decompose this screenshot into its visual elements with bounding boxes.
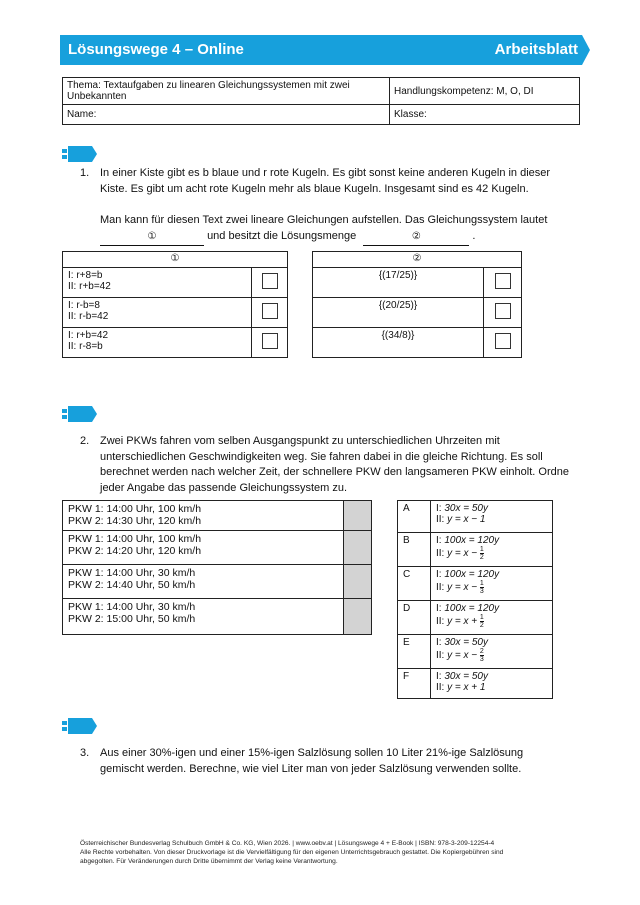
fraction-num: 1 (479, 580, 484, 587)
blank-1[interactable]: ① (100, 229, 204, 246)
fraction-den: 3 (479, 656, 484, 663)
name-label: Name: (67, 109, 97, 120)
label-i: I: (436, 535, 442, 546)
label-i: I: (436, 671, 442, 682)
thema-text: Textaufgaben zu linearen Gleichungssystemen mit zwei Unbekannten (67, 80, 350, 102)
equation-cell (431, 501, 553, 533)
fraction (480, 614, 484, 629)
table2-header: ② (313, 252, 522, 268)
eq-i: 30x = 50y (444, 671, 488, 682)
eq-ii: y = x + 1 (447, 682, 486, 693)
eq-i: 30x = 50y (444, 503, 488, 514)
fraction-den: 3 (479, 588, 484, 595)
table1-header: ① (63, 252, 288, 268)
klasse-label: Klasse: (394, 109, 427, 120)
pkw-line: PKW 2: 14:40 Uhr, 50 km/h (68, 579, 196, 591)
letter: F (398, 669, 431, 699)
eq-ii: y = x − (447, 548, 478, 560)
eq-i: 100x = 120y (444, 603, 500, 614)
task1-period: . (472, 230, 476, 242)
fraction-num: 1 (479, 546, 484, 553)
label-i: I: (436, 603, 442, 614)
task-marker (62, 146, 96, 162)
klasse-field[interactable] (390, 105, 580, 125)
option-line: II: r+b=42 (68, 281, 111, 292)
checkbox[interactable] (495, 273, 511, 289)
fraction (480, 580, 484, 595)
letter: A (398, 501, 431, 533)
option-line: II: r-b=42 (68, 311, 109, 322)
option-line: I: r+b=42 (68, 330, 109, 341)
letter: E (398, 635, 431, 669)
equation-cell (431, 601, 553, 635)
checkbox[interactable] (262, 333, 278, 349)
fraction-num: 1 (479, 614, 484, 621)
letter: B (398, 533, 431, 567)
pkw-line: PKW 2: 14:30 Uhr, 120 km/h (68, 515, 202, 527)
header-arrow (582, 35, 590, 65)
equation-cell (431, 635, 553, 669)
equation-cell (431, 567, 553, 601)
pkw-row (63, 599, 344, 635)
equation-table (397, 500, 553, 699)
checkbox[interactable] (495, 333, 511, 349)
table2-check-cell (484, 268, 522, 298)
label-ii: II: (436, 548, 445, 560)
footer-line: Alle Rechte vorbehalten. Von dieser Druckvorlage ist die Vervielfältigung für den eigenen Unterrichtsgebrauch gestattet. Die Kopiergebühren sind (80, 849, 504, 856)
option-line: I: r-b=8 (68, 300, 100, 311)
pkw-row (63, 565, 344, 599)
table1-option (63, 298, 252, 328)
pkw-table (62, 500, 372, 635)
table1-check-cell (252, 328, 288, 358)
checkbox[interactable] (262, 303, 278, 319)
label-ii: II: (436, 616, 445, 628)
table2-check-cell (484, 328, 522, 358)
table2-option: {(17/25)} (313, 268, 484, 298)
thema-cell (63, 78, 390, 105)
equation-cell (431, 669, 553, 699)
pkw-line: PKW 2: 15:00 Uhr, 50 km/h (68, 613, 196, 625)
label-ii: II: (436, 682, 445, 693)
pkw-line: PKW 1: 14:00 Uhr, 100 km/h (68, 503, 202, 515)
task1-blanks-line (100, 229, 580, 246)
task2-number: 2. (80, 435, 90, 447)
doc-type-label: Arbeitsblatt (494, 41, 578, 58)
choice-table-2 (312, 251, 522, 358)
pkw-line: PKW 1: 14:00 Uhr, 100 km/h (68, 533, 202, 545)
label-ii: II: (436, 650, 445, 662)
eq-i: 100x = 120y (444, 569, 500, 580)
pkw-line: PKW 1: 14:00 Uhr, 30 km/h (68, 567, 196, 579)
answer-slot[interactable] (344, 599, 372, 635)
footer-line: abgegolten. Für Veränderungen durch Dritte übernimmt der Verlag keine Verantwortung. (80, 858, 338, 865)
task2-text: Zwei PKWs fahren vom selben Ausgangspunkt zu unterschiedlichen Uhrzeiten mit unterschiedlichen Geschwindigkeiten weg. Sie fahren dabei in die gleiche Richtung. Es soll berechnet werden nach welcher Zeit, der schnellere PKW den langsameren PKW einholt. Ordne jeder Angabe das passende Gleichungssystem zu. (100, 435, 569, 494)
table2-option: {(34/8)} (313, 328, 484, 358)
label-i: I: (436, 637, 442, 648)
fraction-den: 2 (479, 554, 484, 561)
pkw-line: PKW 1: 14:00 Uhr, 30 km/h (68, 601, 196, 613)
label-i: I: (436, 503, 442, 514)
option-line: I: r+8=b (68, 270, 103, 281)
eq-i: 30x = 50y (444, 637, 488, 648)
footer-line: Österreichischer Bundesverlag Schulbuch GmbH & Co. KG, Wien 2026. | www.oebv.at | Lösungswege 4 + E-Book | ISBN: 978-3-209-12254-4 (80, 840, 495, 847)
label-i: I: (436, 569, 442, 580)
fraction-den: 2 (479, 622, 484, 629)
table2-check-cell (484, 298, 522, 328)
table1-option (63, 328, 252, 358)
pkw-row (63, 501, 344, 531)
fraction (480, 648, 484, 663)
table1-check-cell (252, 268, 288, 298)
eq-ii: y = x − (447, 650, 478, 662)
checkbox[interactable] (495, 303, 511, 319)
choice-table-1 (62, 251, 288, 358)
task-marker (62, 406, 96, 422)
letter: C (398, 567, 431, 601)
task3-text: Aus einer 30%-igen und einer 15%-igen Salzlösung sollen 10 Liter 21%-ige Salzlösung gemischt werden. Berechne, wie viel Liter man von jeder Salzlösung verwenden sollte. (100, 747, 524, 775)
eq-i: 100x = 120y (444, 535, 500, 546)
label-ii: II: (436, 582, 445, 594)
eq-ii: y = x − (447, 582, 478, 594)
table2-option: {(20/25)} (313, 298, 484, 328)
footer (80, 839, 570, 866)
fraction-num: 2 (479, 648, 484, 655)
task-marker (62, 718, 96, 734)
eq-ii: y = x + (447, 616, 478, 628)
header-bar (60, 35, 582, 65)
pkw-row (63, 531, 344, 565)
equation-cell (431, 533, 553, 567)
answer-slot[interactable] (344, 501, 372, 531)
answer-slot[interactable] (344, 565, 372, 599)
task1-text: In einer Kiste gibt es b blaue und r rote Kugeln. Es gibt sonst keine anderen Kugeln in dieser Kiste. Es gibt um acht rote Kugeln mehr als blaue Kugeln. Insgesamt sind es 42 Kugeln. (100, 167, 551, 195)
kompetenz-value: M, O, DI (496, 85, 534, 97)
task1-sentence-b: und besitzt die Lösungsmenge (207, 230, 357, 242)
kompetenz-cell (390, 78, 580, 105)
task3-number: 3. (80, 747, 90, 759)
eq-ii: y = x − 1 (447, 514, 486, 525)
task1-number: 1. (80, 167, 90, 179)
fraction (480, 546, 484, 561)
task1-sentence: Man kann für diesen Text zwei lineare Gleichungen aufstellen. Das Gleichungssystem lautet (100, 214, 548, 226)
table1-check-cell (252, 298, 288, 328)
table1-option (63, 268, 252, 298)
name-field[interactable] (63, 105, 390, 125)
page-title: Lösungswege 4 – Online (68, 41, 244, 58)
letter: D (398, 601, 431, 635)
answer-slot[interactable] (344, 531, 372, 565)
kompetenz-label: Handlungskompetenz: (394, 85, 494, 97)
option-line: II: r-8=b (68, 341, 103, 352)
thema-label: Thema: (67, 80, 101, 91)
checkbox[interactable] (262, 273, 278, 289)
info-table (62, 77, 580, 125)
blank-2[interactable]: ② (363, 229, 469, 246)
label-ii: II: (436, 514, 445, 525)
pkw-line: PKW 2: 14:20 Uhr, 120 km/h (68, 545, 202, 557)
